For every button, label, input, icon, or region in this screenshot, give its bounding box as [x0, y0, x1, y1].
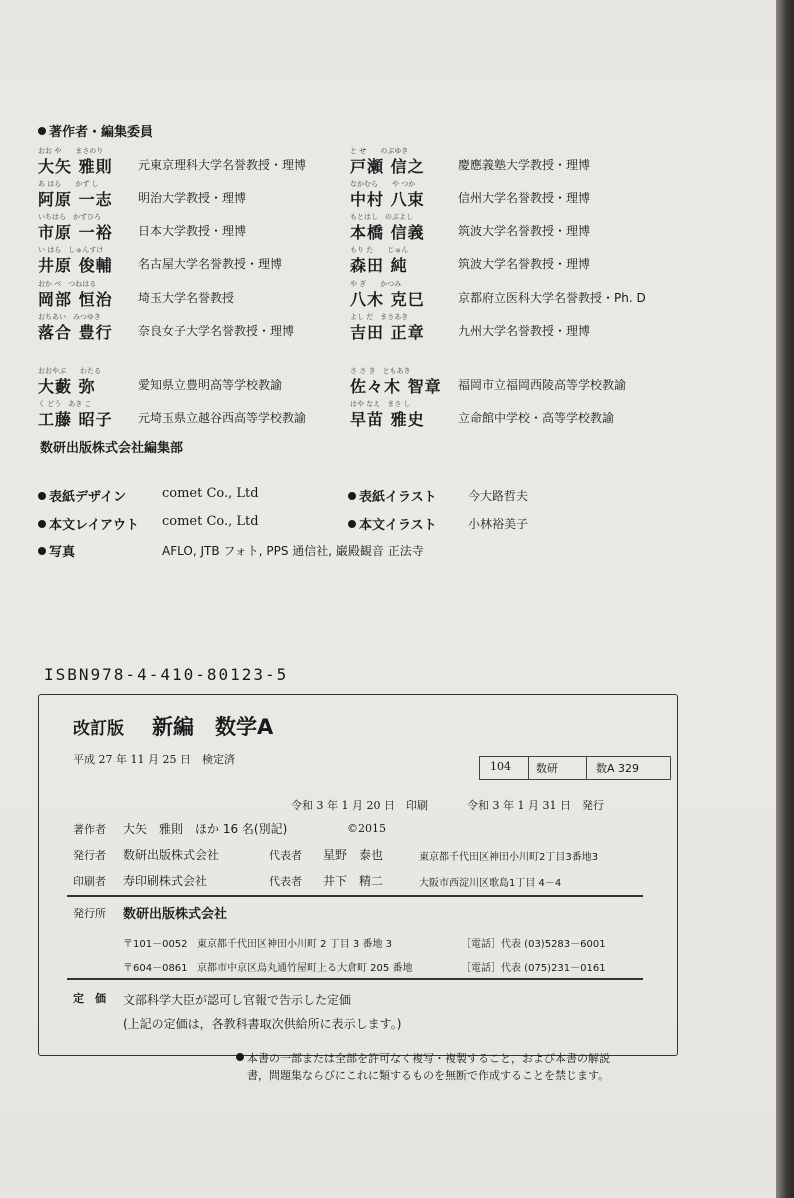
publisher-rep: 星野 泰也 — [323, 848, 384, 862]
price-line2: (上記の定価は，各教科書取次供給所に表示します。) — [123, 1017, 402, 1031]
edition-label: 改訂版 — [73, 719, 124, 739]
author-ruby: なかむら や つか — [350, 180, 416, 188]
isbn: ISBN978-4-410-80123-5 — [44, 665, 289, 684]
author-name: 中村 八束 — [350, 190, 425, 209]
author-role: 埼玉大学名誉教授 — [138, 291, 235, 305]
cover-illust-label: 表紙イラスト — [348, 486, 437, 505]
author-name: 阿原 一志 — [38, 190, 113, 209]
author-name: 工藤 昭子 — [38, 410, 113, 429]
author-role: 愛知県立豊明高等学校教諭 — [138, 378, 283, 392]
author-ruby: あ はら かず し — [38, 180, 99, 188]
author-name: 森田 純 — [350, 256, 408, 275]
kyoto-phone: ［電話］代表 (075)231－0161 — [461, 963, 606, 974]
bullet-icon — [38, 520, 46, 528]
issuer-label: 発行所 — [73, 907, 106, 920]
printer-rep-label: 代表者 — [269, 875, 302, 888]
book-code-box — [479, 756, 671, 780]
author-ruby: いちはら かずひろ — [38, 213, 101, 221]
author-ruby: く どう あき こ — [38, 400, 92, 408]
author-label: 著作者 — [73, 823, 106, 836]
colophon-box — [38, 694, 678, 1056]
printer-label: 印刷者 — [73, 875, 106, 888]
author-ruby: よし だ まさあき — [350, 313, 409, 321]
kyoto-address: 京都市中京区烏丸通竹屋町上る大倉町 205 番地 — [197, 963, 413, 974]
copy-notice: 本書の一部または全部を許可なく複写・複製すること，および本書の解説 書，問題集ならびにこれに類するものを無断で作成することを禁じます。 — [236, 1050, 610, 1084]
code-publisher: 数研 — [536, 762, 558, 775]
author-ruby: と せ のぶゆき — [350, 147, 409, 155]
page-edge-shadow — [776, 0, 794, 1198]
copyright: ©2015 — [347, 822, 386, 835]
divider-line — [67, 895, 643, 897]
bullet-icon — [38, 547, 46, 555]
print-date: 令和 3 年 1 月 20 日 印刷 — [291, 799, 428, 812]
book-title: 新編 数学A — [152, 715, 274, 739]
price-line1: 文部科学大臣が認可し官報で告示した定価 — [123, 993, 352, 1007]
author-name: 佐々木 智章 — [350, 377, 442, 396]
editorial-department: 数研出版株式会社編集部 — [40, 441, 184, 456]
author-ruby: はや なえ まさ し — [350, 400, 411, 408]
publisher-label: 発行者 — [73, 849, 106, 862]
publisher-value: 数研出版株式会社 — [123, 848, 220, 862]
author-role: 立命館中学校・高等学校教諭 — [458, 411, 615, 425]
photo-label: 写真 — [38, 541, 75, 560]
author-name: 戸瀬 信之 — [350, 157, 425, 176]
approval-date: 平成 27 年 11 月 25 日 検定済 — [73, 753, 235, 766]
body-layout-value: comet Co., Ltd — [162, 514, 259, 529]
author-role: 名古屋大学名誉教授・理博 — [138, 257, 283, 271]
printer-address: 大阪市西淀川区歌島1丁目 4－4 — [419, 878, 562, 889]
cover-design-label: 表紙デザイン — [38, 486, 126, 505]
author-ruby: もとはし のぶよし — [350, 213, 413, 221]
author-name: 大藪 弥 — [38, 377, 96, 396]
author-role: 慶應義塾大学教授・理博 — [458, 158, 591, 172]
author-ruby: おおやぶ わたる — [38, 367, 101, 375]
publisher-address: 東京都千代田区神田小川町2丁目3番地3 — [419, 852, 599, 863]
photo-value: AFLO, JTB フォト, PPS 通信社, 巌殿観音 正法寺 — [162, 544, 424, 558]
body-illust-value: 小林裕美子 — [468, 517, 529, 531]
author-ruby: おちあい みつゆき — [38, 313, 101, 321]
cover-design-value: comet Co., Ltd — [162, 486, 259, 501]
bullet-icon — [38, 127, 46, 135]
author-role: 筑波大学名誉教授・理博 — [458, 224, 591, 238]
printer-rep: 井下 精二 — [323, 874, 384, 888]
authors-heading: 著作者・編集委員 — [38, 121, 153, 140]
author-role: 元東京理科大学名誉教授・理博 — [138, 158, 307, 172]
kyoto-zip: 〒604－0861 — [123, 963, 188, 974]
author-value: 大矢 雅則 ほか 16 名(別記) — [123, 822, 288, 836]
body-illust-label: 本文イラスト — [348, 514, 437, 533]
author-role: 信州大学名誉教授・理博 — [458, 191, 591, 205]
bullet-icon — [236, 1053, 244, 1061]
code-number: 104 — [490, 760, 511, 773]
issuer-value: 数研出版株式会社 — [123, 907, 228, 922]
author-name: 本橋 信義 — [350, 223, 425, 242]
code-divider — [528, 757, 529, 779]
bullet-icon — [348, 492, 356, 500]
author-name: 落合 豊行 — [38, 323, 113, 342]
issue-date: 令和 3 年 1 月 31 日 発行 — [467, 799, 604, 812]
author-ruby: や ぎ かつみ — [350, 280, 402, 288]
body-layout-label: 本文レイアウト — [38, 514, 139, 533]
bullet-icon — [348, 520, 356, 528]
author-role: 奈良女子大学名誉教授・理博 — [138, 324, 295, 338]
author-name: 八木 克巳 — [350, 290, 425, 309]
tokyo-phone: ［電話］代表 (03)5283－6001 — [461, 939, 606, 950]
tokyo-zip: 〒101－0052 — [123, 939, 188, 950]
author-role: 福岡市立福岡西陵高等学校教諭 — [458, 378, 627, 392]
author-role: 筑波大学名誉教授・理博 — [458, 257, 591, 271]
author-name: 岡部 恒治 — [38, 290, 113, 309]
author-name: 市原 一裕 — [38, 223, 113, 242]
author-ruby: い はら しゅんすけ — [38, 246, 104, 254]
divider-line — [67, 978, 643, 980]
author-role: 日本大学教授・理博 — [138, 224, 247, 238]
printer-value: 寿印刷株式会社 — [123, 874, 208, 888]
author-name: 吉田 正章 — [350, 323, 425, 342]
author-ruby: もり た じゅん — [350, 246, 409, 254]
author-ruby: おお や まさのり — [38, 147, 104, 155]
author-ruby: さ さ き ともあき — [350, 367, 411, 375]
author-role: 京都府立医科大学名誉教授・Ph. D — [458, 291, 646, 305]
code-divider — [586, 757, 587, 779]
author-role: 明治大学教授・理博 — [138, 191, 247, 205]
author-name: 早苗 雅史 — [350, 410, 425, 429]
bullet-icon — [38, 492, 46, 500]
cover-illust-value: 今大路哲夫 — [468, 489, 529, 503]
code-book: 数A 329 — [596, 762, 640, 775]
publisher-rep-label: 代表者 — [269, 849, 302, 862]
tokyo-address: 東京都千代田区神田小川町 2 丁目 3 番地 3 — [197, 939, 392, 950]
author-role: 元埼玉県立越谷西高等学校教諭 — [138, 411, 307, 425]
author-name: 井原 俊輔 — [38, 256, 113, 275]
author-role: 九州大学名誉教授・理博 — [458, 324, 591, 338]
price-label: 定 価 — [73, 992, 106, 1005]
author-ruby: おか べ つねはる — [38, 280, 97, 288]
author-name: 大矢 雅則 — [38, 157, 113, 176]
